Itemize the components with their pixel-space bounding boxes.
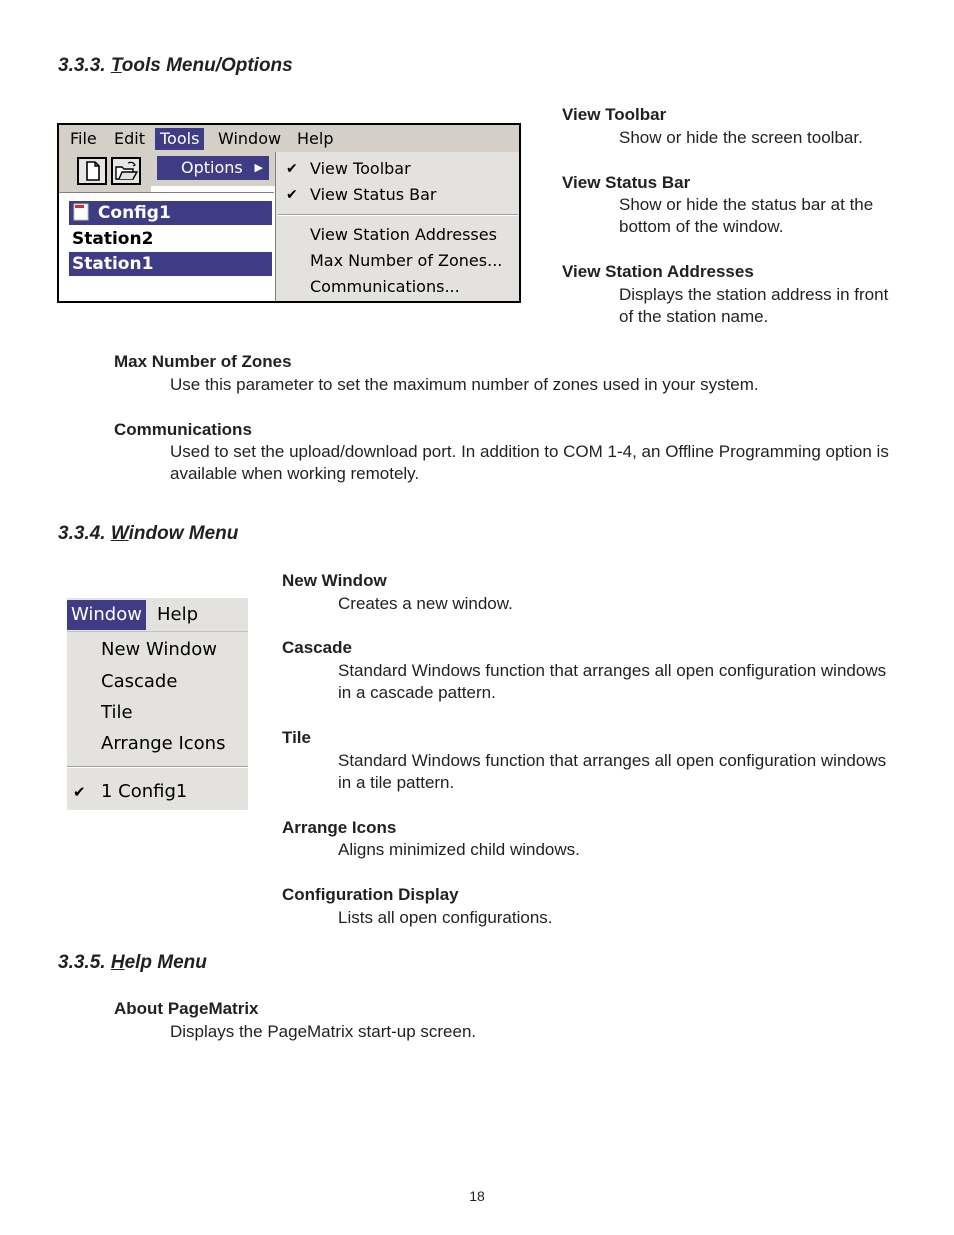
menu-separator	[67, 766, 248, 768]
term-cascade: Cascade	[282, 638, 352, 657]
menu-bar	[67, 598, 248, 632]
tools-menu-screenshot	[57, 123, 521, 303]
menu-file[interactable]: File	[70, 129, 97, 148]
menu-separator	[278, 214, 518, 216]
menu-item-config1[interactable]: 1 Config1	[101, 781, 188, 802]
open-button[interactable]	[111, 157, 141, 185]
desc-tile: Standard Windows function that arranges all open configuration windows in a tile pattern.	[338, 751, 887, 792]
menu-window[interactable]: Window	[218, 129, 282, 148]
tree-label: Config1	[97, 203, 171, 223]
term-view-status-bar: View Status Bar	[562, 173, 691, 192]
new-button[interactable]	[77, 157, 107, 185]
check-icon: ✔	[286, 187, 298, 203]
section-title-rest: ools Menu/Options	[121, 55, 293, 76]
desc-new-window: Creates a new window.	[338, 594, 513, 613]
section-mnemonic: H	[110, 952, 125, 973]
menu-item-new-window[interactable]: New Window	[101, 639, 217, 660]
section-number: 3.3.3.	[58, 55, 106, 76]
menu-help[interactable]: Help	[297, 129, 334, 148]
submenu-arrow-icon: ▶	[254, 161, 263, 174]
section-heading-window	[58, 523, 238, 545]
desc-view-station-addresses: Displays the station address in front of the station name.	[619, 285, 889, 326]
section-number: 3.3.4.	[58, 523, 106, 544]
section-number: 3.3.5.	[58, 952, 106, 973]
menu-options[interactable]	[157, 156, 269, 180]
config-file-icon	[72, 203, 92, 221]
desc-view-status-bar: Show or hide the status bar at the bottom of the window.	[619, 195, 874, 236]
check-icon: ✔	[73, 783, 86, 801]
desc-view-toolbar: Show or hide the screen toolbar.	[619, 128, 863, 147]
menu-window[interactable]: Window	[67, 600, 146, 630]
term-configuration-display: Configuration Display	[282, 885, 459, 904]
section-heading-help	[58, 952, 207, 974]
section-heading-tools	[58, 55, 293, 77]
menu-item-communications[interactable]: Communications...	[310, 277, 460, 296]
tree-item-config1[interactable]	[69, 201, 272, 225]
section-mnemonic: W	[110, 523, 129, 544]
menu-item-max-zones[interactable]: Max Number of Zones...	[310, 251, 503, 270]
options-label: Options	[181, 158, 243, 177]
menu-item-tile[interactable]: Tile	[101, 702, 133, 723]
term-arrange-icons: Arrange Icons	[282, 818, 397, 837]
section-title-rest: elp Menu	[124, 952, 207, 973]
menu-tools[interactable]: Tools	[155, 128, 204, 150]
menu-item-cascade[interactable]: Cascade	[101, 671, 178, 692]
term-view-toolbar: View Toolbar	[562, 105, 667, 124]
desc-about-pagematrix: Displays the PageMatrix start-up screen.	[170, 1022, 477, 1041]
term-communications: Communications	[114, 420, 252, 439]
desc-communications: Used to set the upload/download port. In addition to COM 1-4, an Offline Programming option is available when working remotely.	[170, 442, 889, 483]
toolbar	[59, 152, 151, 192]
term-about-pagematrix: About PageMatrix	[114, 999, 259, 1018]
new-document-icon	[79, 159, 105, 183]
tree-item-station2[interactable]: Station2	[72, 229, 154, 249]
window-menu-screenshot	[67, 598, 248, 810]
menu-edit[interactable]: Edit	[114, 129, 145, 148]
term-new-window: New Window	[282, 571, 387, 590]
tree-item-station1[interactable]: Station1	[69, 252, 272, 276]
term-tile: Tile	[282, 728, 311, 747]
tools-submenu	[151, 152, 275, 186]
check-icon: ✔	[286, 161, 298, 177]
section-title-rest: indow Menu	[128, 523, 239, 544]
menu-help[interactable]: Help	[157, 604, 199, 625]
menu-item-arrange-icons[interactable]: Arrange Icons	[101, 733, 226, 754]
options-dropdown	[275, 152, 520, 301]
menu-item-view-toolbar[interactable]: View Toolbar	[310, 159, 411, 178]
menu-item-view-station-addresses[interactable]: View Station Addresses	[310, 225, 497, 244]
menu-bar	[59, 125, 519, 153]
term-max-zones: Max Number of Zones	[114, 352, 292, 371]
desc-arrange-icons: Aligns minimized child windows.	[338, 840, 580, 859]
section-mnemonic: T	[110, 55, 122, 76]
term-view-station-addresses: View Station Addresses	[562, 262, 754, 281]
desc-cascade: Standard Windows function that arranges all open configuration windows in a cascade pattern.	[338, 661, 887, 702]
menu-item-view-status-bar[interactable]: View Status Bar	[310, 185, 437, 204]
open-folder-icon	[113, 159, 139, 183]
page-number: 18	[469, 1188, 485, 1204]
desc-configuration-display: Lists all open configurations.	[338, 908, 553, 927]
station-tree	[59, 192, 274, 302]
desc-max-zones: Use this parameter to set the maximum number of zones used in your system.	[170, 375, 759, 394]
